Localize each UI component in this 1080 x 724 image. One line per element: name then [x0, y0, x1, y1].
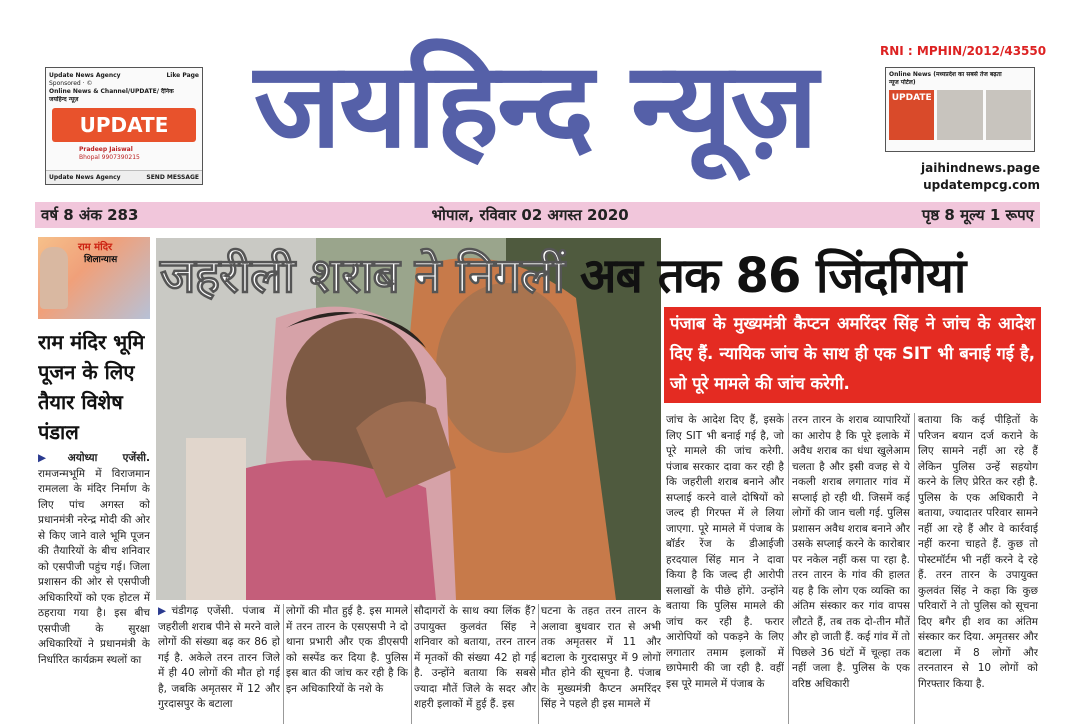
ad-left-line2: जयहिन्द न्यूज़: [49, 96, 79, 103]
main-headline: [160, 245, 1040, 307]
ad-right-line2: न्यूज पोर्टल): [889, 79, 916, 86]
date-bar: [35, 202, 1040, 228]
ad-left-contact-name: Pradeep Jaiswal: [79, 146, 133, 153]
column-divider: [788, 413, 789, 724]
story-column-2: तरन तारन के शराब व्यापारियों का आरोप है कि पूरे इलाके में अवैध शराब का धंधा खुलेआम चलता है और इसी वजह से ये नकली शराब लगातार गांव में सप्लाई हो रही थी. जिसमें कई लोगों की जान चली गई. पुलिस प्रशासन अवैध शराब बनाने और उसके सप्लाई करने के कारोबार पर नकेल नहीं कस पा रहा है. तरन तारन के गांव की हालत यह है कि लोग एक व्यक्ति का अंतिम संस्कार कर गांव वापस लौटते हैं, तब तक दो-तीन मौतें और हो जाती हैं. कई गांव में तो पिछले 36 घंटों में चूल्हा तक नहीं जला है. पुलिस के एक वरिष्ठ अधिकारी: [792, 414, 910, 690]
edition-date: भोपाल, रविवार 02 अगस्त 2020: [431, 206, 629, 224]
ad-right-thumbnails: [889, 90, 1031, 140]
ram-mandir-image-title: राम मंदिर: [78, 242, 113, 253]
column-divider: [914, 413, 915, 724]
story-bottom-column-4: घटना के तहत तरन तारन के अलावा बुधवार रात से अभी तक अमृतसर में 11 और बटाला के गुरदासपुर में 9 लोगों मौत होने की सूचना है. पंजाब के मुख्यमंत्री कैप्टन अमरिंदर सिंह ने पहले ही इस मामले में: [541, 605, 661, 710]
ad-left[interactable]: [45, 67, 203, 185]
story-bottom-column-2: लोगों की मौत हुई है. इस मामले में तरन तारन के एसएसपी ने दो थाना प्रभारी और एक डीएसपी को सस्पेंड कर दिया है. पुलिस इस बात की जांच कर रही है कि इन अधिकारियों के नशे के: [286, 605, 408, 695]
ram-mandir-image: [38, 237, 150, 319]
main-headline-part1: जहरीली शराब ने निगलीं: [160, 248, 565, 304]
column-divider: [538, 604, 539, 724]
column-divider: [411, 604, 412, 724]
ad-right-line1: Online News (मध्यप्रदेश का सबसे तेज बढ़ता: [889, 71, 1002, 78]
issue-number: वर्ष 8 अंक 283: [41, 206, 139, 224]
ad-right-thumb: [937, 90, 982, 140]
story-column-1: जांच के आदेश दिए हैं, इसके लिए SIT भी बनाई गई है, जो पूरे मामले की जांच करेगी. पंजाब सरकार दावा कर रही है कि जहरीली शराब बनाने और सप्लाई करने वाले दोषियों को जल्द ही गिरफ्त में ले लिया जाएगा. पूरे मामले में पंजाब के बॉर्डर रेंज के डीआईजी हरदयाल सिंह मान ने दावा किया है कि जल्द ही आरोपी सलाखों के पीछे होंगे. उन्होंने बताया कि पुलिस मामले की जांच कर रही है. फरार आरोपियों को पकड़ने के लिए लगातार तमाम इलाकों में छापेमारी की जा रही है. वहीं इस पूरे मामले में पंजाब के: [666, 414, 784, 690]
rni-number: RNI : MPHIN/2012/43550: [880, 44, 1047, 58]
ad-left-title: Update News Agency: [49, 72, 121, 79]
story-bottom-column-3: सौदागरों के साथ क्या लिंक हैं? उपायुक्त कुलवंत सिंह ने शनिवार को बताया, तरन तारन में मृतकों की संख्या 42 हो गई है. उन्होंने बताया कि सबसे ज्यादा मौतें जिले के सदर और शहरी इलाकों में हुई हैं. इस: [414, 605, 536, 710]
portrait-figure: [40, 247, 68, 309]
sidebar-headline: राम मंदिर भूमि पूजन के लिए तैयार विशेष पंडाल: [38, 330, 145, 444]
ad-left-badge: UPDATE: [52, 108, 196, 142]
ad-right[interactable]: [885, 67, 1035, 152]
ad-left-like[interactable]: Like Page: [166, 72, 199, 79]
ad-right-badge: UPDATE: [889, 90, 934, 140]
sidebar-body: ▶अयोध्या एजेंसी. रामजन्मभूमि में विराजमान रामलला के मंदिर निर्माण के लिए पांच अगस्त को प्रधानमंत्री नरेन्द्र मोदी की ओर से किए जाने वाले भूमि पूजन की तैयारियों के बीच शनिवार को एसपीजी पहुंच गई। जिला प्रशासन की ओर से एसपीजी अधिकारियों को एक होटल में ठहराया गया है। इस बीच एसपीजी के सुरक्षा अधिकारियों ने प्रधानमंत्री के निर्धारित कार्यक्रम स्थलों का: [38, 452, 150, 666]
sidebar-story: [38, 237, 150, 724]
column-divider: [283, 604, 284, 724]
story-deck: पंजाब के मुख्यमंत्री कैप्टन अमरिंदर सिंह ने जांच के आदेश दिए हैं. न्यायिक जांच के साथ ही एक SIT भी बनाई गई है, जो पूरे मामले की जांच करेगी.: [664, 307, 1041, 403]
main-headline-part2: अब तक 86 जिंदगियां: [579, 248, 966, 304]
masthead: जयहिन्द न्यूज़: [253, 36, 817, 174]
sidebar-body-text: रामजन्मभूमि में विराजमान रामलला के मंदिर निर्माण के लिए पांच अगस्त को प्रधानमंत्री नरेन्द्र मोदी की ओर से किए जाने वाले भूमि पूजन की तैयारियों के बीच शनिवार को एसपीजी पहुंच गई। जिला प्रशासन की ओर से एसपीजी अधिकारियों को एक होटल में ठहराया गया है। इस बीच एसपीजी के सुरक्षा अधिकारियों ने प्रधानमंत्री के निर्धारित कार्यक्रम स्थलों का: [38, 467, 150, 666]
page-price: पृष्ठ 8 मूल्य 1 रूपए: [921, 206, 1034, 224]
ad-left-contact-phone: Bhopal 9907390215: [79, 154, 140, 161]
story-bottom-column-1-text: चंडीगढ़ एजेंसी. पंजाब में जहरीली शराब पीने से मरने वाले लोगों की संख्या बढ़ कर 86 हो गई है. अकेले तरन तारन जिले में ही 40 लोगों की मौत हो गई है, जबकि अमृतसर में 12 और गुरदासपुर के बटाला: [158, 605, 280, 710]
send-message-button[interactable]: SEND MESSAGE: [146, 174, 199, 181]
site-link-updatempcg[interactable]: updatempcg.com: [923, 178, 1040, 192]
site-links: [880, 160, 1040, 194]
story-column-3: बताया कि कई पीड़ितों के परिजन बयान दर्ज कराने के लिए सामने नहीं आ रहे हैं लेकिन पुलिस उन्हें सहयोग करने के लिए प्रेरित कर रही है. पुलिस के एक अधिकारी ने बताया, ज्यादातर परिवार सामने नहीं आ रहे हैं और वे कार्रवाई नहीं करना चाहते हैं. कुछ तो पोस्टमॉर्टम भी नहीं करने दे रहे हैं. तरन तारन के उपायुक्त कुलवंत सिंह ने कहा कि कुछ परिवारों ने तो पुलिस को सूचना दिए बगैर ही शव का अंतिम संस्कार कर दिया. अमृतसर और बटाला में 8 लोगों और तरनतारन से 10 लोगों को गिरफ्तार किया है.: [918, 414, 1038, 690]
ad-left-line1: Online News & Channel/UPDATE/ दैनिक: [49, 88, 174, 95]
story-bottom-column-1: ▶चंडीगढ़ एजेंसी. पंजाब में जहरीली शराब पीने से मरने वाले लोगों की संख्या बढ़ कर 86 हो गई है. अकेले तरन तारन जिले में ही 40 लोगों की मौत हो गई है, जबकि अमृतसर में 12 और गुरदासपुर के बटाला: [158, 605, 280, 710]
ad-left-footer: [46, 170, 202, 184]
ram-mandir-image-subtitle: शिलान्यास: [84, 255, 118, 265]
site-link-jaihind[interactable]: jaihindnews.page: [921, 161, 1040, 175]
ad-left-sponsored: Sponsored · ©: [49, 80, 93, 87]
ad-left-footer-name: Update News Agency: [49, 174, 121, 181]
ad-right-thumb: [986, 90, 1031, 140]
sidebar-dateline: अयोध्या एजेंसी.: [67, 452, 150, 464]
